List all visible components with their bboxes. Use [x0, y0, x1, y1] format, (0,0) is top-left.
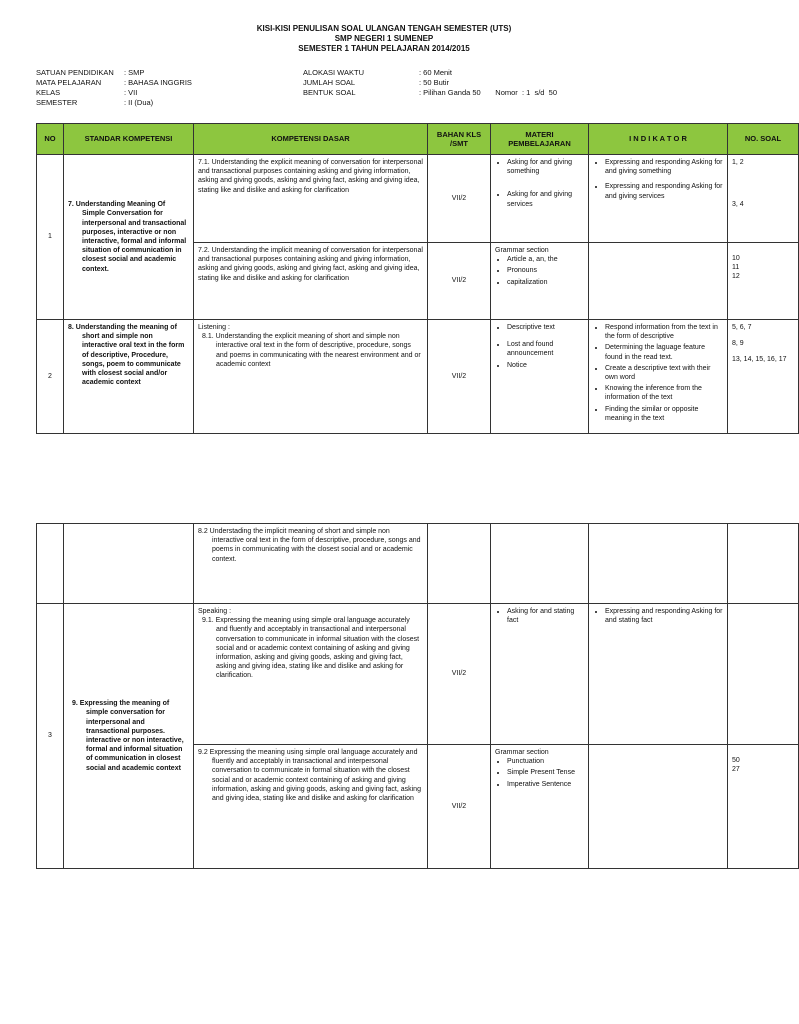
bahan-kls-smt: VII/2	[428, 155, 491, 243]
meta-label: KELAS	[36, 88, 61, 97]
kd-text: 9.1. Expressing the meaning using simple oral language accurately and fluently and acceptably in transactional and interpersonal conversation to communicate in informal situation with the closest social and or academic context containing of asking and giving information, asking and giving goods, asking and giving fact, asking and giving idea, stating like and dislike and asking for clarification.	[202, 617, 420, 680]
row-no: 2	[37, 320, 64, 434]
meta-label: BENTUK SOAL	[303, 88, 356, 97]
materi-pembelajaran	[491, 155, 589, 243]
meta-value: : II (Dua)	[124, 98, 154, 107]
soal-number: 3, 4	[732, 201, 744, 209]
col-header-materi: MATERI PEMBELAJARAN	[491, 124, 589, 155]
skill-heading: Speaking :	[198, 608, 232, 615]
meta-row	[303, 68, 557, 78]
kisi-table-part-2	[36, 523, 799, 869]
bahan-kls-smt: VII/2	[428, 604, 491, 745]
list-item: • Article a, an, the	[507, 255, 584, 264]
standar-kompetensi: 9. Expressing the meaning of simple conversation for interpersonal and transactional purposes. interactive or non interactive, formal and informal situation of communication in closest social and academic context	[64, 604, 194, 869]
col-header-standar-kompetensi: STANDAR KOMPETENSI	[64, 124, 194, 155]
kompetensi-dasar	[194, 604, 428, 745]
list-item: • Expressing and responding Asking for and giving services	[605, 182, 723, 200]
col-header-no: NO	[37, 124, 64, 155]
soal-number: 13, 14, 15, 16, 17	[732, 356, 787, 364]
list-item: • Lost and found announcement	[507, 340, 584, 358]
soal-number: 10	[732, 255, 740, 262]
soal-number: 11	[732, 264, 740, 272]
meta-value: : Pilihan Ganda 50 Nomor : 1 s/d 50	[419, 88, 557, 97]
materi-heading: Grammar section	[495, 247, 549, 254]
materi-heading: Grammar section	[495, 749, 549, 756]
materi-pembelajaran	[491, 745, 589, 869]
kompetensi-dasar: 8.2 Understading the implicit meaning of short and simple non interactive oral text in the form of descriptive, procedure, songs and poems in communicating with the closest social and or academic context.	[194, 524, 428, 604]
table-row	[37, 155, 799, 243]
list-item: • Determining the laguage feature found in the read text.	[605, 343, 723, 361]
meta-row	[303, 88, 557, 98]
bahan-kls-smt: VII/2	[428, 243, 491, 320]
meta-value: : SMP	[124, 68, 145, 77]
list-item: • Asking for and stating fact	[507, 607, 584, 625]
list-item: • Punctuation	[507, 757, 584, 766]
meta-label: SATUAN PENDIDIKAN	[36, 68, 114, 77]
list-item: • Simple Present Tense	[507, 768, 584, 777]
col-header-bahan: BAHAN KLS /SMT	[428, 124, 491, 155]
standar-kompetensi: 7. Understanding Meaning Of Simple Conversation for interpersonal and transactional purposes, interactive or non interactive, formal and informal situation of communication in closest social and academic context.	[64, 155, 194, 320]
table-row	[37, 524, 799, 604]
indikator	[589, 745, 728, 869]
list-item: • Finding the similar or opposite meaning in the text	[605, 405, 723, 423]
row-no: 3	[37, 604, 64, 869]
indikator	[589, 155, 728, 243]
no-soal	[728, 604, 799, 745]
col-header-kompetensi-dasar: KOMPETENSI DASAR	[194, 124, 428, 155]
list-item: • Asking for and giving something	[507, 158, 584, 176]
meta-value: : BAHASA INGGRIS	[124, 78, 192, 87]
skill-heading: Listening :	[198, 324, 230, 331]
no-soal	[728, 524, 799, 604]
meta-value: : VII	[124, 88, 138, 97]
indikator	[589, 524, 728, 604]
meta-left	[36, 68, 192, 108]
table-row	[37, 320, 799, 434]
table-header-row	[37, 124, 799, 155]
meta-label: JUMLAH SOAL	[303, 78, 356, 87]
meta-value: : 50 Butir	[419, 78, 450, 87]
kompetensi-dasar: 7.2. Understanding the implicit meaning of conversation for interpersonal and transactional purposes containing asking and giving information, asking and giving goods, asking and giving fact, asking and giving idea, stating like and dislike and asking for clarification	[194, 243, 428, 320]
list-item: • Notice	[507, 361, 584, 370]
soal-number: 8, 9	[732, 340, 744, 348]
list-item: • Imperative Sentence	[507, 780, 584, 789]
list-item: • Asking for and giving services	[507, 190, 584, 208]
doc-title-3: SEMESTER 1 TAHUN PELAJARAN 2014/2015	[298, 44, 470, 53]
bahan-kls-smt	[428, 524, 491, 604]
meta-row	[36, 88, 192, 98]
table-row	[37, 604, 799, 745]
standar-kompetensi: 8. Understanding the meaning of short and simple non interactive oral text in the form of descriptive, Procedure, songs, poem to communicate with closest social and/or academic context	[64, 320, 194, 434]
doc-title-2: SMP NEGERI 1 SUMENEP	[334, 34, 434, 43]
materi-pembelajaran	[491, 320, 589, 434]
row-no	[37, 524, 64, 604]
col-header-indikator: I N D I K A T O R	[589, 124, 728, 155]
list-item: • Expressing and responding Asking for and giving something	[605, 158, 723, 176]
no-soal	[728, 243, 799, 320]
list-item: • Create a descriptive text with their own word	[605, 364, 723, 382]
bahan-kls-smt: VII/2	[428, 745, 491, 869]
meta-value: : 60 Menit	[419, 68, 452, 77]
list-item: • Expressing and responding Asking for and stating fact	[605, 607, 723, 625]
kompetensi-dasar: 9.2 Expressing the meaning using simple oral language accurately and fluently and acceptably in transactional and interpersonal conversation to communicate in formal situation with the closest social and or academic context containing of asking and giving information, asking and giving goods, asking and giving fact, asking and giving idea, stating like and dislike and asking for clarification	[194, 745, 428, 869]
meta-row	[36, 68, 192, 78]
meta-label: ALOKASI WAKTU	[303, 68, 364, 77]
list-item: • capitalization	[507, 278, 584, 287]
meta-right	[303, 68, 557, 98]
row-no: 1	[37, 155, 64, 320]
list-item: • Descriptive text	[507, 323, 584, 332]
materi-pembelajaran	[491, 243, 589, 320]
col-header-no-soal: NO. SOAL	[728, 124, 799, 155]
kompetensi-dasar	[194, 320, 428, 434]
no-soal	[728, 320, 799, 434]
kisi-table-part-1	[36, 123, 799, 434]
no-soal	[728, 155, 799, 243]
indikator	[589, 243, 728, 320]
meta-label: MATA PELAJARAN	[36, 78, 102, 87]
list-item: • Knowing the inference from the information of the text	[605, 384, 723, 402]
indikator	[589, 604, 728, 745]
soal-number: 27	[732, 766, 740, 774]
soal-number: 1, 2	[732, 159, 744, 166]
indikator	[589, 320, 728, 434]
doc-title-1: KISI-KISI PENULISAN SOAL ULANGAN TENGAH SEMESTER (UTS)	[256, 24, 512, 33]
kompetensi-dasar: 7.1. Understanding the explicit meaning of conversation for interpersonal and transactional purposes containing asking and giving information, asking and giving goods, asking and giving fact, asking and giving idea, stating like and dislike and asking for clarification	[194, 155, 428, 243]
standar-kompetensi	[64, 524, 194, 604]
materi-pembelajaran	[491, 604, 589, 745]
no-soal	[728, 745, 799, 869]
soal-number: 5, 6, 7	[732, 324, 752, 331]
meta-label: SEMESTER	[36, 98, 78, 107]
meta-row	[36, 78, 192, 88]
bahan-kls-smt: VII/2	[428, 320, 491, 434]
soal-number: 12	[732, 273, 740, 281]
list-item: • Pronouns	[507, 266, 584, 275]
materi-pembelajaran	[491, 524, 589, 604]
list-item: • Respond information from the text in the form of descriptive	[605, 323, 723, 341]
meta-row	[36, 98, 192, 108]
kd-text: 8.1. Understanding the explicit meaning of short and simple non interactive oral text in the form of descriptive, procedure, songs and poems in communicating with the nearest environment and or academic context	[202, 333, 421, 368]
meta-row	[303, 78, 557, 88]
soal-number: 50	[732, 757, 740, 764]
